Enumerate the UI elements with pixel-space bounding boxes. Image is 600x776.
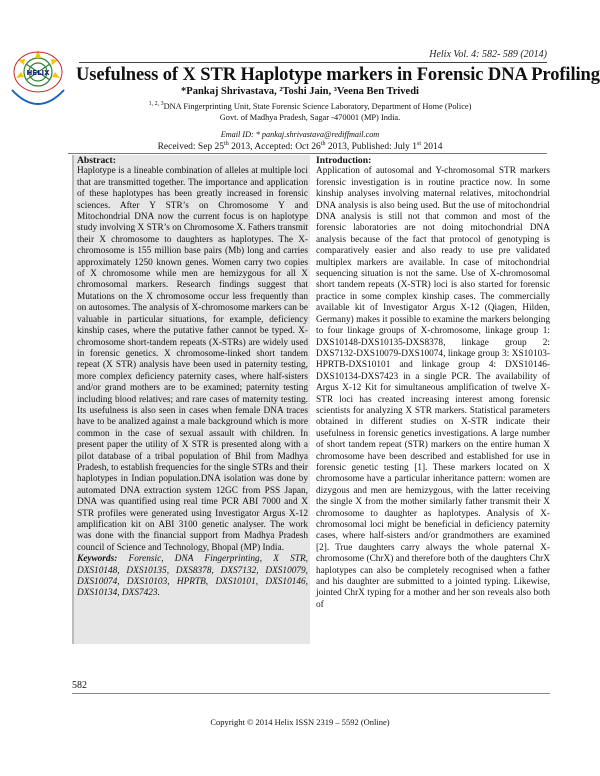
published-sup: st (417, 141, 422, 147)
helix-logo (2, 44, 74, 122)
keywords: Forensic, DNA Fingerprinting, X STR, DXS10148, DXS10135, DXS8378, DXS7132, DXS10079, DXS10074, DXS10103, HPRTB, DXS10101, DXS10146, DXS10134, DXS7423. (77, 554, 308, 599)
page-number: 582 (72, 680, 87, 691)
accepted-date: 2013, Accepted: Oct 26 (228, 142, 321, 153)
affiliation-superscript: 1, 2, 3 (148, 101, 164, 107)
title-rule (79, 62, 547, 63)
affiliation (130, 99, 490, 123)
logo-text: HELIX (26, 69, 50, 77)
copyright: Copyright © 2014 Helix ISSN 2319 – 5592 (Online) (210, 717, 390, 727)
abstract-body (77, 166, 308, 599)
affiliation-line2: Govt. of Madhya Pradesh, Sagar -470001 (MP) India. (219, 112, 401, 122)
abstract-section (72, 155, 308, 600)
accepted-sup: th (320, 141, 326, 147)
abstract-body-text: Haplotype is a lineable combination of alleles at multiple loci that are transmitted together. The importance and application of these haplotypes has been greatly increased in forensic sciences. After Y STR’s on Chromosome Y and Mitochondrial DNA now the current focus is on haplotype study involving X STR’s on Chromosome X. Fathers transmit their X chromosome to daughters as haplotypes. The X-chromosome is 155 million base pairs (Mb) long and carries approximately 1250 known genes. Women carry two copies of X chromosome while men are hemizygous for all X chromosomal markers. Research findings suggest that Mutations on the X chromosome occur less frequently than on autosomes. The analysis of X-chromosome markers can be valuable in particular situations, for example, deficiency kinship cases, where the putative father cannot be typed. X-chromosome short-tandem repeats (X-STRs) are widely used in forensic genetics. X chromosome-linked short tandem repeat (X STR) analysis have been used in paternity testing, more complex deficiency paternity cases, where half-sisters and/or grand mothers are to be examined; paternity testing including blood relatives; and rare cases of maternity testing. Its usefulness is also seen in cases when female DNA traces have to be analized against a male background which is more common in the case of sexual assault with children. In present paper the utility of X STR is presented along with a pilot database of a tribal population of Bhil from Madhya Pradesh, to establish frequencies for the single STRs and their haplotypes in Indian population.DNA isolation was done by automated DNA extraction system 12GC from PSS Japan, DNA was quantified using real time PCR ABI 7000 and X STR profiles were generated using Investigator Argus X-12 amplification kit on ABI 3100 genetic analyser. The work was done with the financial support from Madhya Pradesh council of Science and Technology, Bhopal (MP) India. (77, 166, 308, 553)
authors: *Pankaj Shrivastava, ²Toshi Jain, ³Veena Ben Trivedi (181, 86, 419, 97)
paper-title: Usefulness of X STR Haplotype markers in Forensic DNA Profiling (76, 65, 600, 85)
email: Email ID: * pankaj.shrivastava@rediffmail.com (220, 130, 380, 139)
dates (0, 141, 600, 152)
footer-rule (72, 693, 550, 694)
dates-tail: 2014 (421, 142, 443, 153)
affiliation-line1: DNA Fingerprinting Unit, State Forensic Science Laboratory, Department of Home (Police) (163, 101, 472, 111)
introduction-section (316, 155, 550, 611)
received-date: Received: Sep 25 (157, 142, 225, 153)
keywords-label: Keywords: (77, 554, 118, 565)
received-sup: th (224, 141, 229, 147)
introduction-body: Application of autosomal and Y-chromosomal STR markers forensic investigation is in routine practice now. In some kinship analyses involving maternal relatives, mitochondrial DNA analysis is also being used. But the use of mitochondrial DNA analysis is still not that common and most of the forensic laboratories are not doing mitochondrial DNA analysis because of the fact that protocol of genotyping is comparatively easier and also ready to use pre validated multiplex markers are available. In case of mitochondrial sequencing situation is not the same. Use of X-chromosomal short tandem repeats (X-STR) loci is also started for forensic practice in some complex kinship cases. The commercially available kit of Investigator Argus X-12 (Qiagen, Hilden, Germany) makes it possible to examine the markers belonging to four linkage groups of X-chromosome, linkage group 1: DXS10148-DXS10135-DXS8378, linkage group 2: DXS7132-DXS10079-DXS10074, linkage group 3: XS10103-HPRTB-DXS10101 and linkage group 4: DXS10146-DXS10134-DXS7423 in a single PCR. The availability of Argus X-12 Kit for simultaneous amplification of twelve X-STR loci has created increasing interest among forensic scientists for analyzing X STR markers. Statistical parameters obtained in different studies on X-STR indicate their usefulness in forensic genetics investigations. A large number of short tandem repeat (STR) markers on the entire human X chromosome have been described and established for use in forensic genetic testing [1]. These markers located on X chromosome have a particular inheritance pattern: women are dizygous and men are hemizygous, with the latter receiving the single X from the mother similarly father transmit their X chromosome to daughter as haplotypes. Analysis of X-chromosomal loci might be beneficial in deficiency paternity cases, where half-sisters and/or grandmothers are examined [2]. True daughters carry always the whole paternal X-chromosome (ChrX) and therefore both of the daughters ChrX haplotypes can also be completely recognised when a father and his daughter are submitted to a jointed typing. Likewise, jointed ChrX typing for a mother and her son reveals also both of (316, 166, 550, 610)
published-date: 2013, Published: July 1 (325, 142, 418, 153)
dates-rule (68, 153, 547, 154)
journal-citation: Helix Vol. 4: 582- 589 (2014) (429, 49, 547, 60)
abstract-heading: Abstract: (77, 155, 116, 166)
introduction-heading: Introduction: (316, 155, 372, 166)
